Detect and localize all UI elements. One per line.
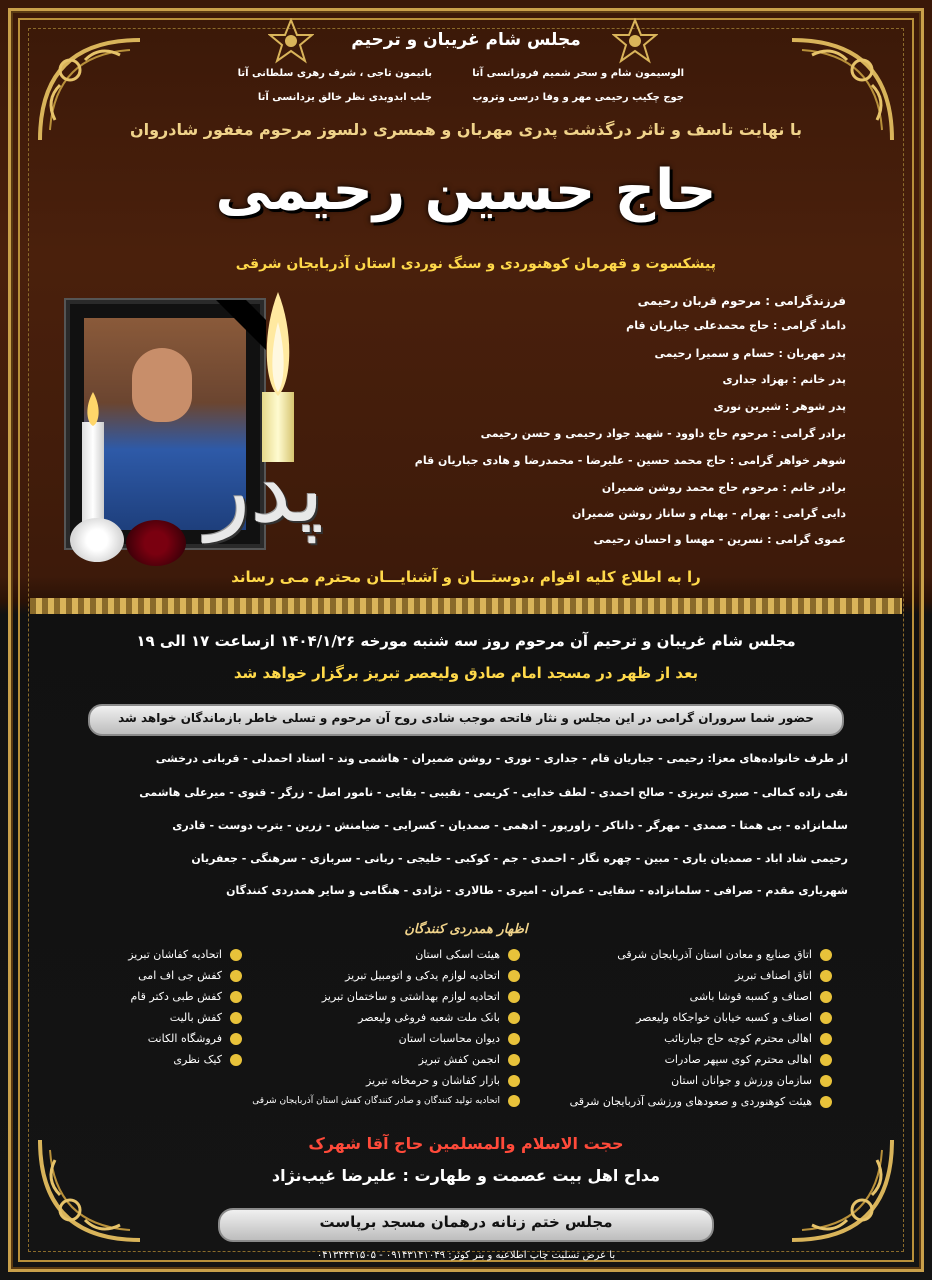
section-separator xyxy=(30,598,902,614)
sympathy-item: هیئت کوهنوردی و صعودهای ورزشی آذربایجان شرقی xyxy=(570,1091,832,1112)
sympathy-column-middle xyxy=(252,944,520,1112)
deceased-name: حاج حسین رحیمی xyxy=(215,158,717,223)
bullet-icon xyxy=(508,1075,520,1087)
white-rose xyxy=(70,518,124,562)
bullet-icon xyxy=(230,949,242,961)
sympathy-column-right xyxy=(570,944,832,1112)
sympathy-item: کفش جی اف امی xyxy=(128,965,242,986)
sympathy-item: اتحادیه لوازم بهداشتی و ساختمان تبریز xyxy=(252,986,520,1007)
relative-line: دایی گرامی : بهرام - بهنام و ساناز روشن ضمیران xyxy=(572,507,846,520)
red-rose xyxy=(126,520,186,566)
sympathy-item: اصناف و کسبه خیابان خواجکاه ولیعصر xyxy=(570,1007,832,1028)
cleric-name: حجت الاسلام والمسلمین حاج آقا شهرک xyxy=(308,1134,624,1153)
sympathy-item: اتاق صنایع و معادن استان آذربایجان شرقی xyxy=(570,944,832,965)
women-ceremony-text: مجلس ختم زنانه درهمان مسجد برپاست xyxy=(319,1213,613,1231)
candle-flame-right-icon xyxy=(258,292,298,396)
bullet-icon xyxy=(230,1012,242,1024)
bullet-icon xyxy=(820,1096,832,1108)
families-line: رحیمی شاد اباد - صمدیان یاری - مبین - چهره نگار - احمدی - جم - کوکبی - خلیجی - ربانی - سربازی - سرهنگی - جعفریان xyxy=(191,852,848,865)
bullet-icon xyxy=(230,991,242,1003)
bullet-icon xyxy=(508,970,520,982)
sympathy-item: اصناف و کسبه قوشا باشی xyxy=(570,986,832,1007)
sympathy-item: اتاق اصناف تبریز xyxy=(570,965,832,986)
candle-left xyxy=(82,422,104,532)
bullet-icon xyxy=(230,970,242,982)
bullet-icon xyxy=(230,1033,242,1045)
sympathy-item: هیئت اسکی استان xyxy=(252,944,520,965)
bullet-icon xyxy=(508,991,520,1003)
bullet-icon xyxy=(508,1054,520,1066)
bullet-icon xyxy=(820,970,832,982)
bullet-icon xyxy=(820,991,832,1003)
relative-line: شوهر خواهر گرامی : حاج محمد حسین - علیرضا - محمدرضا و هادی جباریان قام xyxy=(414,454,846,467)
portrait-face xyxy=(132,348,192,422)
bullet-icon xyxy=(820,1075,832,1087)
sympathy-item: اهالی محترم کوچه حاج جبارنائب xyxy=(570,1028,832,1049)
relative-line: برادر گرامی : مرحوم حاج داوود - شهید جواد رحیمی و حسن رحیمی xyxy=(480,427,846,440)
eulogist-name: مداح اهل بیت عصمت و طهارت : علیرضا غیب‌نژاد xyxy=(271,1166,661,1185)
sympathy-item: کیک نظری xyxy=(128,1049,242,1070)
sponsors-left-1: باتیمون تاجی ، شرف رهری سلطانی آتا xyxy=(237,68,432,79)
deceased-subtitle: پیشکسوت و قهرمان کوهنوردی و سنگ نوردی استان آذربایجان شرقی xyxy=(235,256,716,272)
sympathy-title: اظهار همدردی کنندگان xyxy=(404,922,528,937)
sympathy-item: اهالی محترم کوی سپهر صادرات xyxy=(570,1049,832,1070)
sponsors-right-1: الوسیمون شام و سحر شمیم فروزانسی آتا xyxy=(472,68,684,79)
sympathy-item: اتحادیه لوازم یدکی و اتومبیل تبریز xyxy=(252,965,520,986)
bullet-icon xyxy=(508,1095,520,1107)
sympathy-item: بازار کفاشان و حرمخانه تبریز xyxy=(252,1070,520,1091)
sympathy-column-left xyxy=(128,944,242,1070)
bullet-icon xyxy=(820,1012,832,1024)
sympathy-item: کفش بالیت xyxy=(128,1007,242,1028)
sponsors-right-2: جوج چکیب رحیمی مهر و وفا درسی وتروب xyxy=(472,92,684,103)
sympathy-item: بانک ملت شعبه فروغی ولیعصر xyxy=(252,1007,520,1028)
sponsors-left-2: جلب ابدوبدی نظر خالق یزدانسی آتا xyxy=(257,92,432,103)
bullet-icon xyxy=(508,949,520,961)
bullet-icon xyxy=(820,1033,832,1045)
bullet-icon xyxy=(820,949,832,961)
sympathy-item: اتحادیه تولید کنندگان و صادر کنندگان کفش استان آذربایجان شرقی xyxy=(252,1091,520,1112)
header-title: مجلس شام غریبان و ترحیم xyxy=(351,30,581,50)
bullet-icon xyxy=(230,1054,242,1066)
bullet-icon xyxy=(508,1012,520,1024)
relative-line: برادر خانم : مرحوم حاج محمد روشن ضمیران xyxy=(601,481,846,494)
families-line: شهریاری مقدم - صرافی - سلمانزاده - سقایی - عمران - امیری - طالاری - نژادی - هنگامی و سایر همدردی کنندگان xyxy=(226,884,848,897)
families-line: نقی زاده کمالی - صبری تبریزی - صالح احمدی - لطف خدایی - کریمی - نقیبی - بقایی - نامور اصل - زرگر - قنوی - میرعلی هاشمی xyxy=(139,786,848,799)
calligraphy-father: پدر xyxy=(205,436,325,543)
relative-line: پدر مهربان : حسام و سمیرا رحیمی xyxy=(654,347,846,360)
candle-flame-left-icon xyxy=(84,392,102,426)
relative-line: پدر شوهر : شیرین نوری xyxy=(713,400,846,413)
sympathy-item: کفش طبی دکتر قام xyxy=(128,986,242,1007)
relative-line: پدر خانم : بهزاد جداری xyxy=(722,373,846,386)
ceremony-line-2: بعد از ظهر در مسجد امام صادق ولیعصر تبریز برگزار خواهد شد xyxy=(233,664,699,682)
intro-text: با نهایت تاسف و تاثر درگذشت پدری مهربان و همسری دلسوز مرحوم مغفور شادروان xyxy=(129,120,803,139)
contact-text: با عرض تسلیت چاپ اطلاعیه و بنر کوثر: ۰۹۱۴۳۱۴۱۰۴۹ - ۰۴۱۳۴۴۴۱۵۰۵ xyxy=(316,1250,616,1261)
announce-text: را به اطلاع کلیه اقوام ،دوستـــان و آشنایـــان محترم مـی رساند xyxy=(231,568,701,586)
attendance-text: حضور شما سروران گرامی در این مجلس و نثار فاتحه موجب شادی روح آن مرحوم و تسلی خاطر بازماندگان خواهد شد xyxy=(118,711,814,725)
families-line: از طرف خانواده‌های معزا: رحیمی - جباریان قام - جداری - نوری - روشن ضمیران - هاشمی وند - استاد احمدلی - قربانی درخشی xyxy=(155,752,848,765)
relative-line: عموی گرامی : نسرین - مهسا و احسان رحیمی xyxy=(593,533,846,546)
sympathy-item: دیوان محاسبات استان xyxy=(252,1028,520,1049)
sympathy-item: اتحادیه کفاشان تبریز xyxy=(128,944,242,965)
sympathy-item: انجمن کفش تبریز xyxy=(252,1049,520,1070)
sympathy-item: سازمان ورزش و جوانان استان xyxy=(570,1070,832,1091)
sympathy-item: فروشگاه الکانت xyxy=(128,1028,242,1049)
ceremony-line-1: مجلس شام غریبان و ترحیم آن مرحوم روز سه شنبه مورخه ۱۴۰۴/۱/۲۶ ازساعت ۱۷ الی ۱۹ xyxy=(136,632,796,650)
relative-line: فرزندگرامی : مرحوم قربان رحیمی xyxy=(637,294,846,308)
families-line: سلمانزاده - بی همتا - صمدی - مهرگر - داناکر - زاورپور - ادهمی - صمدیان - کسرایی - ضیامنش - زرین - یترب دوست - قادری xyxy=(172,819,848,832)
relative-line: داماد گرامی : حاج محمدعلی جباریان قام xyxy=(626,319,846,332)
bullet-icon xyxy=(820,1054,832,1066)
bullet-icon xyxy=(508,1033,520,1045)
